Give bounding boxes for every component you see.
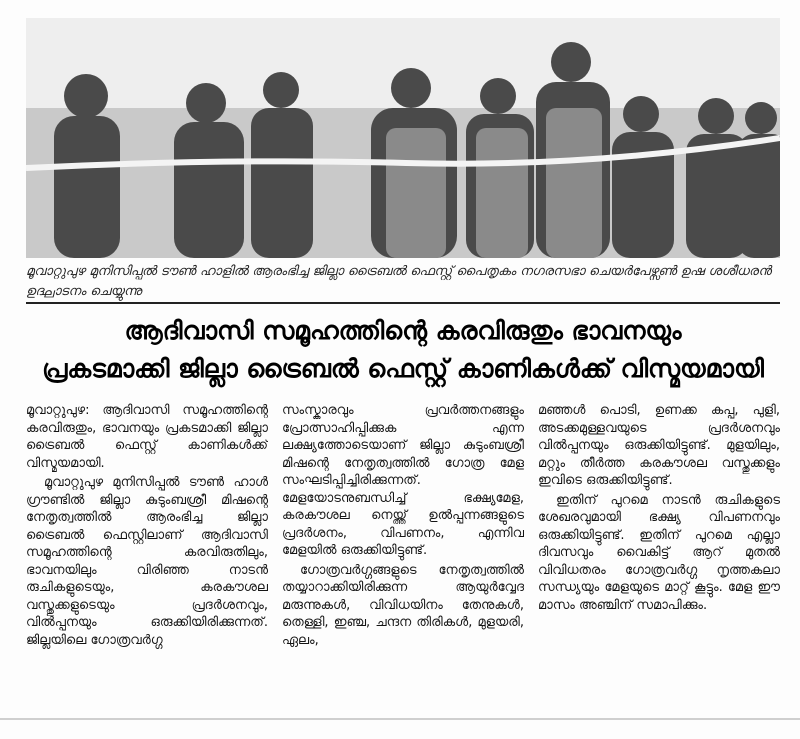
paragraph: മൂവാറ്റുപുഴ: ആദിവാസി സമൂഹത്തിന്റെ കരവിരുതും, ഭാവനയും പ്രകടമാക്കി ജില്ലാ ട്രൈബൽ ഫെസ്റ്റ് കാണികൾക്ക് വിസ്മയമായി. — [26, 403, 268, 471]
paragraph: ഇതിന് പുറമെ നാടൻ രുചികളുടെ ശേഖരവുമായി ഭക്ഷ്യ വിപണനവും ഒരുക്കിയിട്ടുണ്ട്. ഇതിന് പുറമെ എല്ലാ ദിവസവും വൈകിട്ട് ആറ് മുതൽ വിവിധതരം ഗോത്രവർഗ്ഗ നൃത്തകലാ സന്ധ്യയും മേളയുടെ മാറ്റ് കൂട്ടും. മേള ഈ മാസം അഞ്ചിന് സമാപിക്കും. — [538, 492, 780, 613]
paragraph: സംസ്കാരവും പ്രവർത്തനങ്ങളും പ്രോത്സാഹിപ്പിക്കുക എന്ന ലക്ഷ്യത്തോടെയാണ് ജില്ലാ കുടുംബശ്രീ മിഷന്റെ നേതൃത്വത്തിൽ ഗോത്ര മേള സംഘടിപ്പിച്ചിരിക്കുന്നത്. മേളയോടനുബന്ധിച്ച് ഭക്ഷ്യമേള, കരകൗശല നെയ്ത്ത് ഉൽപ്പന്നങ്ങളുടെ പ്രദർശനം, വിപണനം, എന്നിവ മേളയിൽ ഒരുക്കിയിട്ടുണ്ട്. — [282, 403, 524, 558]
headline — [26, 312, 780, 394]
column-2 — [282, 402, 524, 707]
article-body — [26, 402, 780, 707]
headline-line-1: ആദിവാസി സമൂഹത്തിന്റെ കരവിരുതും ഭാവനയും — [124, 316, 682, 345]
bottom-divider — [0, 718, 800, 720]
column-1 — [26, 402, 268, 707]
photo-caption: മൂവാറ്റുപുഴ മുനിസിപ്പൽ ടൗൺ ഹാളിൽ ആരംഭിച്ച ജില്ലാ ട്രൈബൽ ഫെസ്റ്റ് പൈതൃകം നഗരസഭാ ചെയർപേഴ്സൺ ഉഷ ശശീധരൻ ഉദ്ഘാടനം ചെയ്യുന്നു — [26, 262, 780, 304]
headline-line-2: പ്രകടമാക്കി ജില്ലാ ട്രൈബൽ ഫെസ്റ്റ് കാണികൾക്ക് വിസ്മയമായി — [42, 354, 764, 383]
news-photo — [26, 18, 780, 258]
paragraph: ഗോത്രവർഗ്ഗങ്ങളുടെ നേതൃത്വത്തിൽ തയ്യാറാക്കിയിരിക്കുന്ന ആയുർവ്വേദ മരുന്നുകൾ, വിവിധയിനം തേനുകൾ, തെള്ളി, ഇഞ്ച, ചന്ദന തിരികൾ, മുളയരി, ഏലം, — [282, 562, 524, 648]
paragraph: മഞ്ഞൾ പൊടി, ഉണക്ക കപ്പ, പുളി, അടക്കമുള്ളവയുടെ പ്രദർശനവും വിൽപ്പനയും ഒരുക്കിയിട്ടുണ്ട്. മുളയിലും, മറ്റും തീർത്ത കരകൗശല വസ്തുക്കളും ഇവിടെ ഒരുക്കിയിട്ടുണ്ട്. — [538, 403, 780, 488]
column-3 — [538, 402, 780, 707]
paragraph: മൂവാറ്റുപുഴ മുനിസിപ്പൽ ടൗൺ ഹാൾ ഗ്രൗണ്ടിൽ ജില്ലാ കുടുംബശ്രീ മിഷന്റെ നേതൃത്വത്തിൽ ആരംഭിച്ച ജില്ലാ ട്രൈബൽ ഫെസ്റ്റിലാണ് ആദിവാസി സമൂഹത്തിന്റെ കരവിരുതിലും, ഭാവനയിലും വിരിഞ്ഞ നാടൻ രുചികളുടെയും, കരകൗശല വസ്തുക്കളുടെയും പ്രദർശനവും, വിൽപ്പനയും ഒരുക്കിയിരിക്കുന്നത്. ജില്ലയിലെ ഗോത്രവർഗ്ഗ — [26, 475, 268, 648]
photo-illustration — [26, 18, 780, 258]
